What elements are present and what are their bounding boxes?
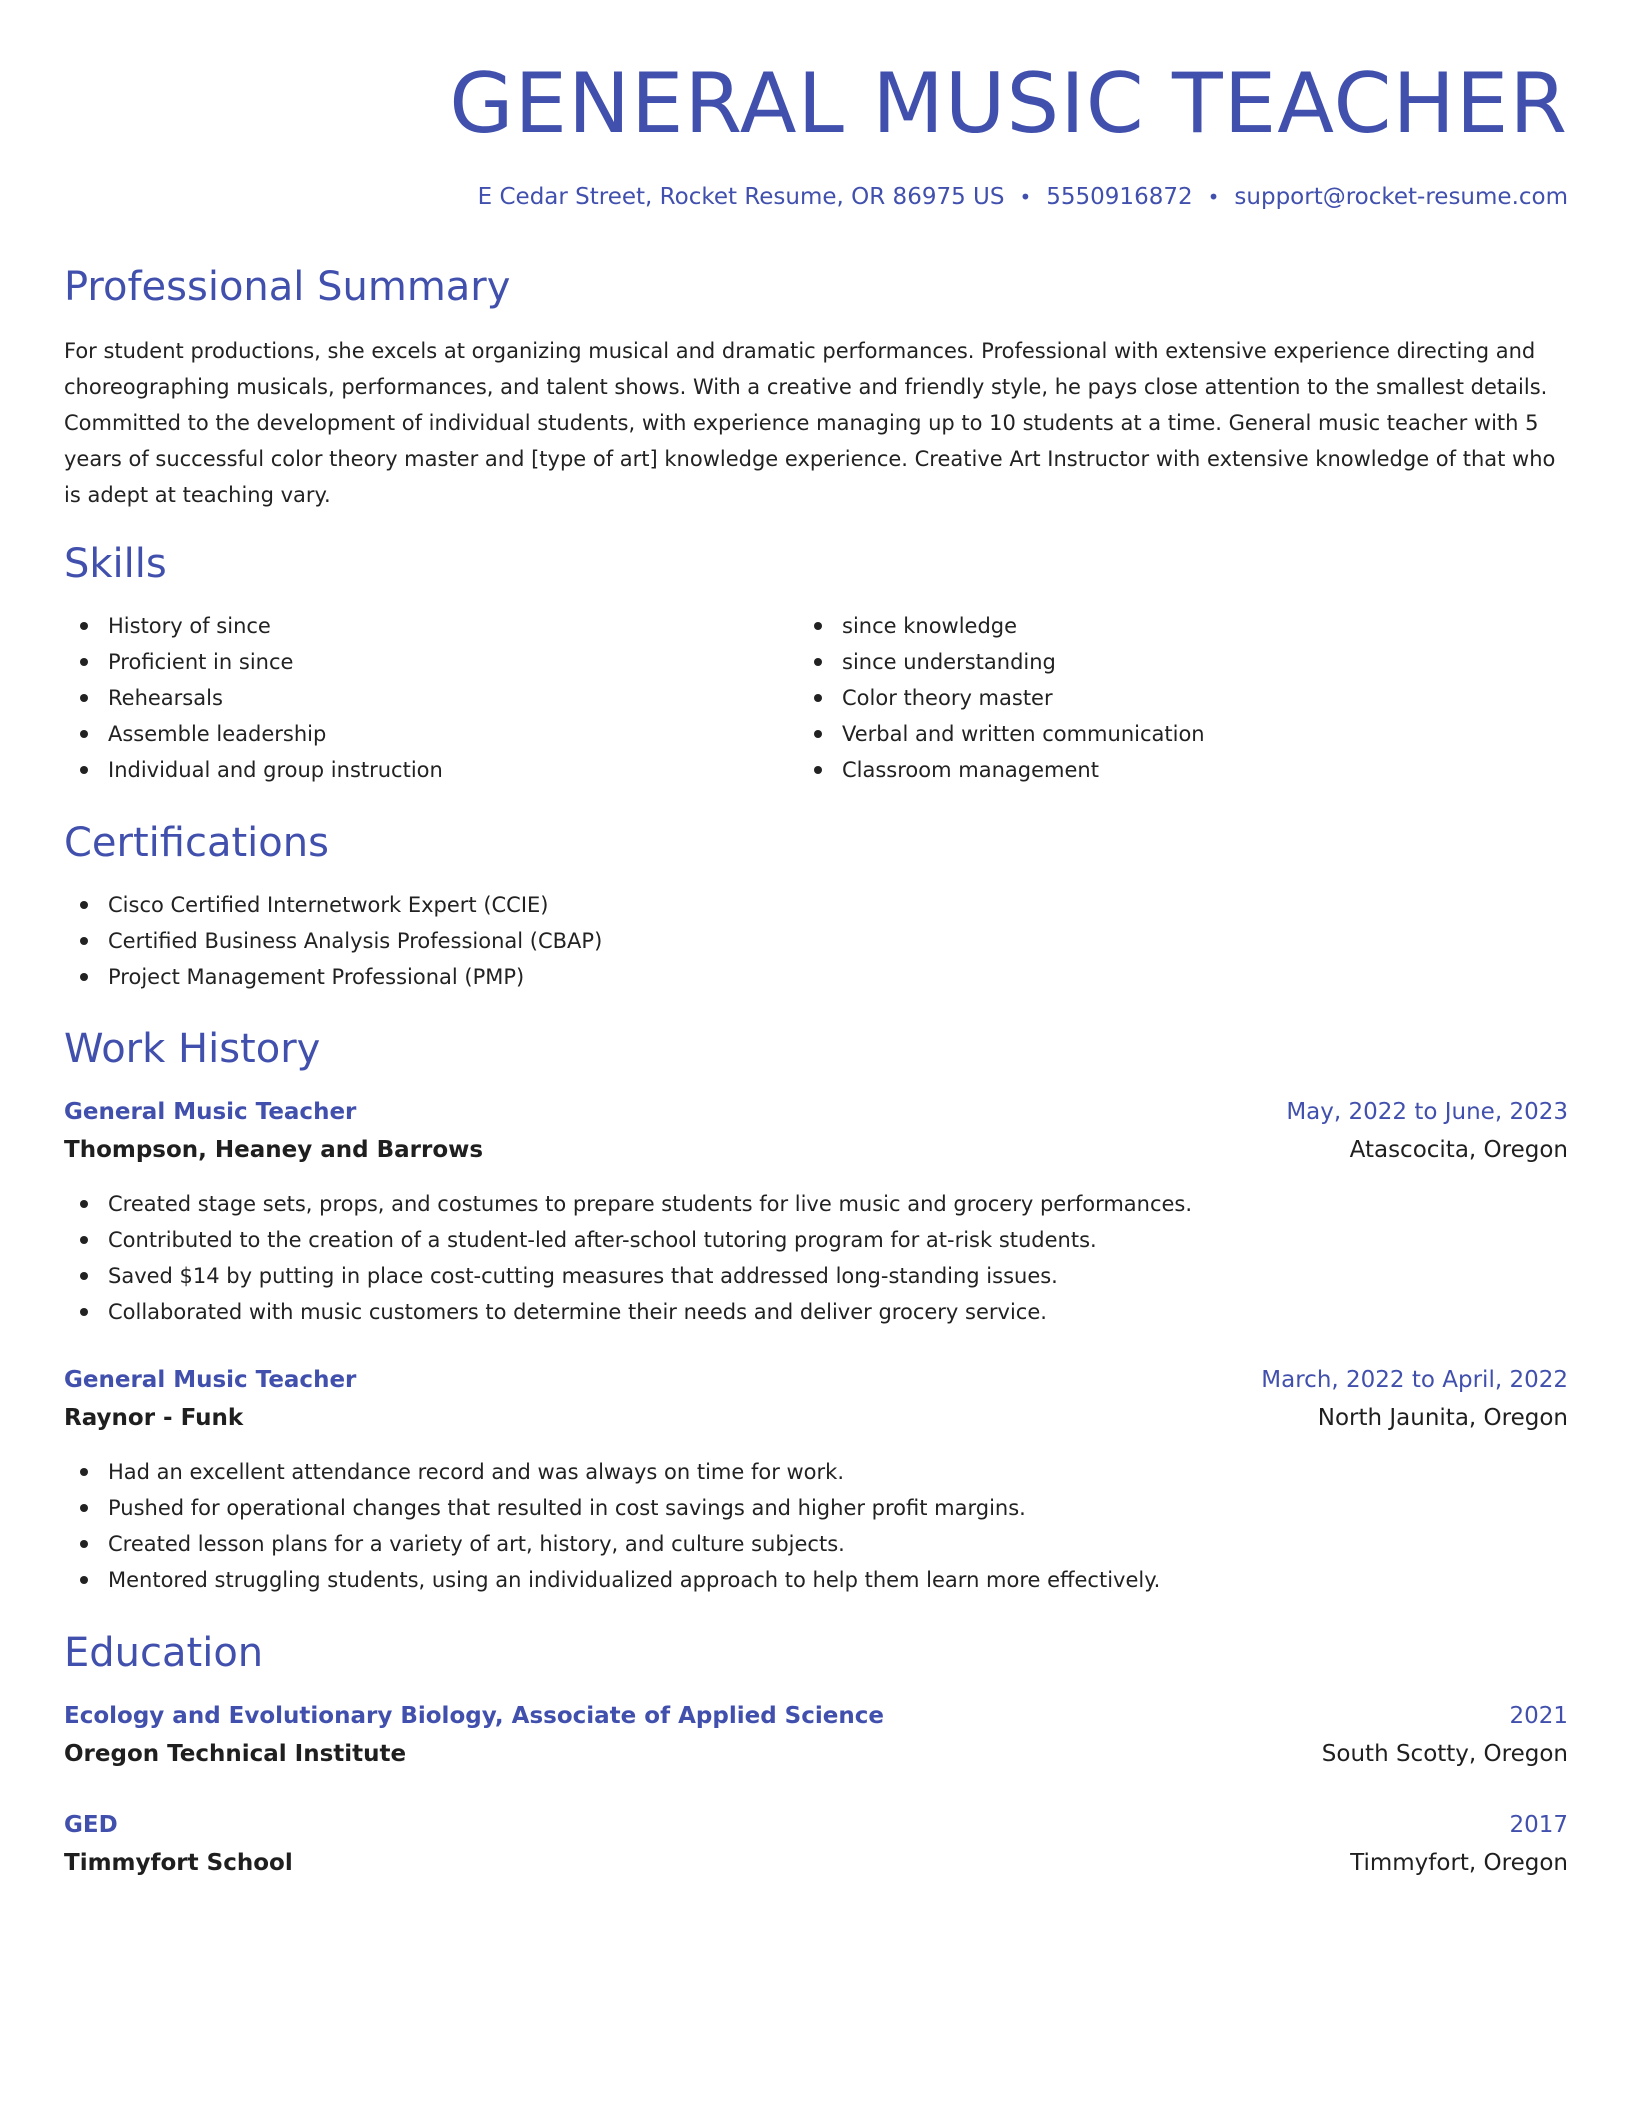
job-location: North Jaunita, Oregon (1317, 1405, 1568, 1431)
contact-separator: • (1019, 185, 1032, 209)
skill-item: Assemble leadership (64, 716, 443, 752)
education-school: Timmyfort School (64, 1850, 293, 1876)
job-employer-row (64, 1399, 1568, 1437)
education-header (64, 1806, 1568, 1844)
job-header (64, 1361, 1568, 1399)
job-bullets (64, 1454, 1160, 1598)
section-heading-summary: Professional Summary (64, 264, 511, 310)
job-bullet: Had an excellent attendance record and was always on time for work. (64, 1454, 1160, 1490)
job-company: Thompson, Heaney and Barrows (64, 1137, 484, 1163)
education-degree: GED (64, 1812, 118, 1838)
skill-item: Proficient in since (64, 644, 443, 680)
job-company: Raynor - Funk (64, 1405, 244, 1431)
skills-list-left (64, 608, 443, 788)
job-bullet: Collaborated with music customers to determine their needs and deliver grocery service. (64, 1294, 1192, 1330)
job-header (64, 1093, 1568, 1131)
job-title: General Music Teacher (64, 1099, 357, 1125)
education-location: Timmyfort, Oregon (1350, 1850, 1568, 1876)
job-bullets (64, 1186, 1192, 1330)
education-header (64, 1697, 1568, 1735)
contact-separator: • (1207, 185, 1220, 209)
section-heading-work-history: Work History (64, 1026, 321, 1072)
skill-item: since knowledge (798, 608, 1205, 644)
job-employer-row (64, 1131, 1568, 1169)
skill-item: Classroom management (798, 752, 1205, 788)
job-bullet: Created stage sets, props, and costumes to prepare students for live music and grocery performances. (64, 1186, 1192, 1222)
skills-list-right (798, 608, 1205, 788)
job-dates: March, 2022 to April, 2022 (1261, 1367, 1568, 1393)
job-bullet: Mentored struggling students, using an individualized approach to help them learn more effectively. (64, 1562, 1160, 1598)
job-title: General Music Teacher (64, 1367, 357, 1393)
education-school-row (64, 1735, 1568, 1773)
education-location: South Scotty, Oregon (1321, 1741, 1568, 1767)
job-bullet: Saved $14 by putting in place cost-cutting measures that addressed long-standing issues. (64, 1258, 1192, 1294)
skill-item: Rehearsals (64, 680, 443, 716)
education-degree: Ecology and Evolutionary Biology, Associate of Applied Science (64, 1703, 884, 1729)
skill-item: Color theory master (798, 680, 1205, 716)
job-bullet: Contributed to the creation of a student-led after-school tutoring program for at-risk students. (64, 1222, 1192, 1258)
contact-email: support@rocket-resume.com (1234, 184, 1568, 210)
certification-item: Project Management Professional (PMP) (64, 959, 602, 995)
certification-item: Certified Business Analysis Professional (CBAP) (64, 923, 602, 959)
education-year: 2017 (1509, 1812, 1568, 1838)
education-school-row (64, 1844, 1568, 1882)
skill-item: Individual and group instruction (64, 752, 443, 788)
skill-item: since understanding (798, 644, 1205, 680)
education-school: Oregon Technical Institute (64, 1741, 407, 1767)
job-bullet: Created lesson plans for a variety of art, history, and culture subjects. (64, 1526, 1160, 1562)
section-heading-skills: Skills (64, 541, 167, 587)
contact-line (478, 180, 1568, 214)
contact-phone: 5550916872 (1046, 184, 1193, 210)
education-year: 2021 (1509, 1703, 1568, 1729)
job-location: Atascocita, Oregon (1349, 1137, 1568, 1163)
job-bullet: Pushed for operational changes that resulted in cost savings and higher profit margins. (64, 1490, 1160, 1526)
skill-item: History of since (64, 608, 443, 644)
section-heading-certifications: Certifications (64, 820, 329, 866)
skill-item: Verbal and written communication (798, 716, 1205, 752)
section-heading-education: Education (64, 1630, 264, 1676)
summary-text: For student productions, she excels at organizing musical and dramatic performances. Professional with extensive experience directing and choreographing musicals, performances, and talent shows. With a creative and friendly style, he pays close attention to the smallest details. Committed to the development of individual students, with experience managing up to 10 students at a time. General music teacher with 5 years of successful color theory master and [type of art] knowledge experience. Creative Art Instructor with extensive knowledge of that who is adept at teaching vary. (64, 339, 1556, 507)
job-dates: May, 2022 to June, 2023 (1286, 1099, 1568, 1125)
contact-address: E Cedar Street, Rocket Resume, OR 86975 US (477, 184, 1005, 210)
certifications-list (64, 887, 602, 995)
certification-item: Cisco Certified Internetwork Expert (CCIE) (64, 887, 602, 923)
resume-title: GENERAL MUSIC TEACHER (449, 55, 1568, 152)
